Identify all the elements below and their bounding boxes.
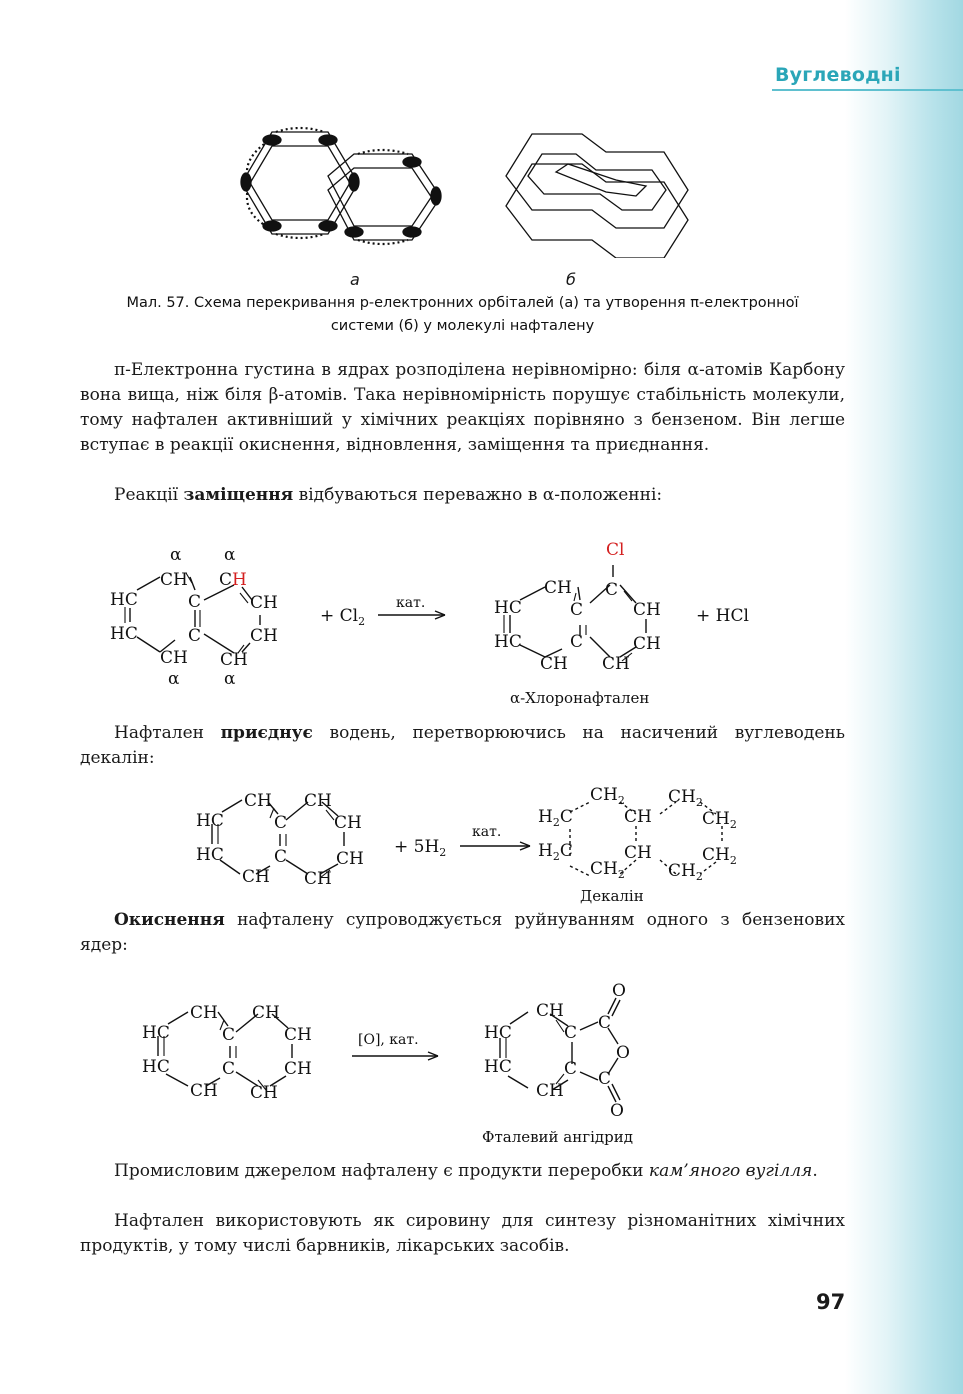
atom-o: O <box>616 1043 630 1063</box>
alpha-label: α <box>224 669 236 689</box>
group-ch: CH <box>624 807 652 827</box>
group-h2c: $H_2C$ <box>538 841 573 863</box>
atom-h-highlighted: H <box>232 570 247 590</box>
text-run: Реакції <box>114 485 184 505</box>
atom-c: C <box>188 626 202 646</box>
atom-ch: CH <box>250 626 278 646</box>
paragraph-electron-density <box>80 358 845 458</box>
atom-ch: CH <box>633 634 661 654</box>
figure-caption <box>80 292 845 338</box>
atom-ch: CH <box>304 791 332 811</box>
atom-ch: CH <box>633 600 661 620</box>
atom-hc: HC <box>494 598 522 618</box>
paragraph-text: Нафтален використовують як сировину для синтезу різноманітних хімічних продуктів, у тому числі барвників, лікарських засобів. <box>80 1211 845 1256</box>
alpha-label: α <box>168 669 180 689</box>
alpha-label: α <box>224 545 236 565</box>
atom-c: C <box>222 1059 236 1079</box>
orbital-overlap-diagram <box>236 118 696 258</box>
atom-ch: CH <box>160 648 188 668</box>
group-ch2: $CH_2$ <box>590 859 625 881</box>
atom-ch: CH <box>536 1001 564 1021</box>
atom-ch: CH <box>536 1081 564 1101</box>
reagent-cl2: + $Cl_2$ <box>320 606 366 628</box>
atom-hc: HC <box>110 624 138 644</box>
product-name: Декалін <box>580 887 644 905</box>
catalyst-label: [O], кат. <box>358 1032 419 1048</box>
atom-c: C <box>188 592 202 612</box>
atom-c: C <box>222 1025 236 1045</box>
text-run: . <box>812 1161 818 1181</box>
paragraph-substitution <box>80 483 845 508</box>
atom-ch: CH <box>220 650 248 670</box>
running-head-rule <box>772 89 963 91</box>
reaction-chlorination <box>100 535 800 715</box>
page-number: 97 <box>816 1290 846 1314</box>
atom-o: O <box>612 981 626 1001</box>
text-run: водень, перетворюючись на насичений вуглеводень декалін: <box>80 723 845 768</box>
text-run: відбуваються переважно в α-положенні: <box>293 485 663 505</box>
reaction-hydrogenation <box>190 778 770 908</box>
atom-ch: CH <box>250 1083 278 1103</box>
atom-ch: CH <box>540 654 568 674</box>
atom-ch: CH <box>336 849 364 869</box>
text-run: нафталену супроводжується руйнуванням одного з бензенових ядер: <box>80 910 845 955</box>
atom-ch: CH <box>190 1003 218 1023</box>
atom-ch: CH <box>334 813 362 833</box>
caption-line-2: системи (б) у молекулі нафталену <box>330 318 595 334</box>
term-oxidation: Окиснення <box>114 910 225 930</box>
figure-label-a: а <box>350 270 360 289</box>
paragraph-source <box>80 1159 845 1184</box>
paragraph-oxidation <box>80 908 845 958</box>
paragraph-text: π-Електронна густина в ядрах розподілена нерівномірно: біля α-атомів Карбону вона вища, ніж біля β-атомів. Така нерівномірність порушує стабільність молекули, тому нафтален активніший у хімічних реакціях порівняно з бензеном. Він легше вступає в реакції окиснення, відновлення, заміщення та приєднання. <box>80 360 845 455</box>
paragraph-addition <box>80 721 845 771</box>
catalyst-label: кат. <box>472 824 502 840</box>
term-substitution: заміщення <box>183 485 294 505</box>
atom-c: C <box>219 570 233 590</box>
paragraph-usage <box>80 1209 845 1259</box>
atom-ch: CH <box>284 1059 312 1079</box>
group-ch2: $CH_2$ <box>668 861 703 883</box>
atom-ch: CH <box>284 1025 312 1045</box>
catalyst-label: кат. <box>396 595 426 611</box>
atom-hc: HC <box>110 590 138 610</box>
atom-c: C <box>570 600 584 620</box>
atom-cl: Cl <box>606 540 625 560</box>
atom-hc: HC <box>494 632 522 652</box>
atom-hc: HC <box>142 1057 170 1077</box>
text-run: Промисловим джерелом нафталену є продукти переробки <box>114 1161 649 1181</box>
atom-ch: CH <box>244 791 272 811</box>
group-ch2: $CH_2$ <box>590 785 625 807</box>
atom-c: C <box>274 813 288 833</box>
reaction-oxidation <box>138 976 658 1154</box>
running-head: Вуглеводні <box>775 64 901 86</box>
byproduct-hcl: + HCl <box>696 606 749 626</box>
alpha-label: α <box>170 545 182 565</box>
atom-ch: CH <box>544 578 572 598</box>
atom-c: C <box>564 1059 578 1079</box>
group-h2c: $H_2C$ <box>538 807 573 829</box>
atom-c: C <box>598 1069 612 1089</box>
term-coal: кам’яного вугілля <box>648 1161 813 1181</box>
atom-hc: HC <box>196 845 224 865</box>
figure-label-b: б <box>566 270 576 289</box>
atom-hc: HC <box>196 811 224 831</box>
atom-hc: HC <box>142 1023 170 1043</box>
atom-ch: CH <box>602 654 630 674</box>
caption-line-1: Мал. 57. Схема перекривання p-електронних орбіталей (а) та утворення π-електронної <box>126 295 799 311</box>
atom-c: C <box>570 632 584 652</box>
atom-ch: CH <box>250 593 278 613</box>
text-run: Нафтален <box>114 723 221 743</box>
atom-c: C <box>564 1023 578 1043</box>
group-ch: CH <box>624 843 652 863</box>
atom-ch: CH <box>252 1003 280 1023</box>
atom-ch: CH <box>160 570 188 590</box>
group-ch2: $CH_2$ <box>668 787 703 809</box>
atom-ch: CH <box>190 1081 218 1101</box>
atom-hc: HC <box>484 1023 512 1043</box>
product-name: Фталевий ангідрид <box>482 1128 633 1146</box>
atom-ch: CH <box>304 869 332 889</box>
reagent-h2: + $5H_2$ <box>394 837 447 859</box>
figure-57 <box>236 118 696 289</box>
atom-c: C <box>598 1013 612 1033</box>
group-ch2: $CH_2$ <box>702 809 737 831</box>
group-ch2: $CH_2$ <box>702 845 737 867</box>
atom-c: C <box>274 847 288 867</box>
page-side-band <box>845 0 963 1394</box>
term-addition: приєднує <box>220 723 313 743</box>
atom-c: C <box>605 580 619 600</box>
atom-hc: HC <box>484 1057 512 1077</box>
product-name: α-Хлоронафтален <box>510 689 650 707</box>
atom-o: O <box>610 1101 624 1121</box>
atom-ch: CH <box>242 867 270 887</box>
